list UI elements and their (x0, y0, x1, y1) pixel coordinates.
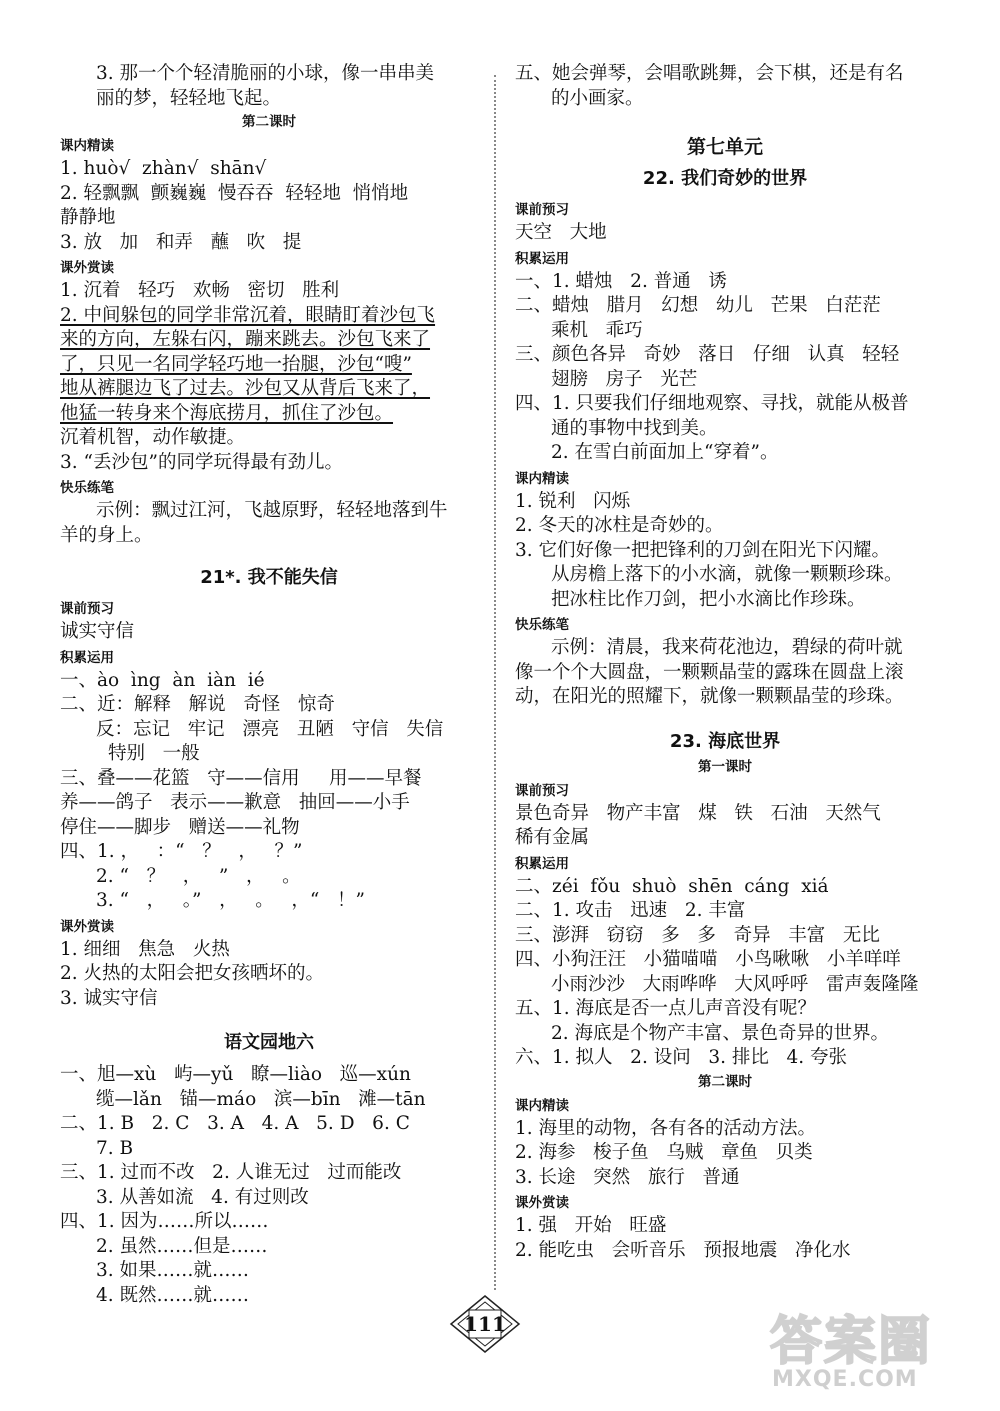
text-line: 3. 从善如流 4. 有过则改 (96, 1186, 309, 1208)
lesson-title: 21*. 我不能失信 (200, 567, 338, 588)
underlined-line: 他猛一转身来个海底捞月，抓住了沙包。 (60, 402, 394, 424)
section-label: 课外赏读 (60, 260, 114, 276)
text-line: 7. B (96, 1137, 134, 1159)
text-line: 二、zéi fǒu shuò shēn cáng xiá (515, 875, 829, 897)
text-line: 4. 既然……就…… (96, 1284, 250, 1306)
text-line: 一、1. 蜡烛 2. 普通 诱 (515, 270, 727, 292)
text-line: 翅膀 房子 光芒 (551, 368, 698, 390)
text-line: 二、蜡烛 腊月 幻想 幼儿 芒果 白茫茫 (515, 295, 881, 316)
text-line: 四、1. ， ：“ ？ ， ？” (60, 841, 303, 862)
lesson-heading: 第一课时 (698, 758, 752, 775)
lesson-title: 23. 海底世界 (669, 730, 781, 752)
section-label: 课内精读 (60, 138, 114, 154)
section-label: 课外赏读 (515, 1195, 569, 1211)
text-line: 静静地 (60, 207, 116, 228)
text-line: 1. huò√ zhàn√ shān√ (60, 158, 267, 179)
text-line: 2. 虽然……但是…… (96, 1235, 268, 1257)
text-line: 2. 冬天的冰柱是奇妙的。 (515, 515, 724, 536)
text-line: 五、1. 海底是否一点儿声音没有呢？ (515, 998, 817, 1019)
section-label: 快乐练笔 (60, 480, 114, 496)
section-label: 快乐练笔 (515, 617, 569, 633)
text-line: 示例：清晨，我来荷花池边，碧绿的荷叶就 (551, 637, 903, 658)
text-line: 诚实守信 (60, 621, 135, 642)
text-line: 乘机 乖巧 (551, 319, 643, 341)
section-label: 积累运用 (60, 649, 114, 666)
text-line: 3. 那一个个轻清脆丽的小球，像一串串美 (96, 63, 435, 84)
text-line: 停住——脚步 赠送——礼物 (60, 816, 300, 838)
underlined-line: 了，只见一名同学轻巧地一抬腿，沙包“嗖” (60, 353, 412, 375)
text-line: 3. 诚实守信 (60, 987, 158, 1009)
lesson-title: 22. 我们奇妙的世界 (642, 168, 808, 189)
text-line: 养——鸽子 表示——歉意 抽回——小手 (60, 792, 410, 813)
text-line: 2. 轻飘飘 颤巍巍 慢吞吞 轻轻地 悄悄地 (60, 182, 409, 204)
section-label: 积累运用 (515, 250, 569, 267)
text-line: 2. 火热的太阳会把女孩晒坏的。 (60, 963, 325, 984)
text-line: 稀有金属 (515, 827, 590, 848)
text-line: 2. “ ？ ， ” ， 。 (96, 865, 301, 887)
text-line: 一、ào ìng àn iàn ié (60, 669, 265, 691)
right-column (515, 62, 935, 1263)
text-line: 3. “丢沙包”的同学玩得最有劲儿。 (60, 451, 343, 473)
text-line: 二、近：解释 解说 奇怪 惊奇 (60, 694, 335, 715)
lesson-heading: 第二课时 (242, 114, 296, 130)
text-line: 反：忘记 牢记 漂亮 丑陋 守信 失信 (96, 718, 444, 740)
underlined-line: 2. 中间躲包的同学非常沉着，眼睛盯着沙包飞 (60, 304, 436, 326)
section-label: 课外赏读 (60, 918, 114, 935)
page-number: 111 (464, 1312, 506, 1336)
text-line: 3. “ ， 。” ， 。 ，“ ！” (96, 890, 365, 911)
text-line: 通的事物中找到美。 (551, 417, 718, 439)
text-line: 三、1. 过而不改 2. 人谁无过 过而能改 (60, 1162, 402, 1183)
watermark-logo: 答案圈 (770, 1312, 933, 1372)
lesson-heading: 第二课时 (698, 1073, 752, 1090)
text-line: 羊的身上。 (60, 524, 153, 546)
text-line: 三、颜色各异 奇妙 落日 仔细 认真 轻轻 (515, 344, 900, 365)
section-title: 语文园地六 (224, 1032, 314, 1053)
text-line: 2. 海参 梭子鱼 乌贼 章鱼 贝类 (515, 1142, 813, 1163)
left-column (60, 62, 478, 1308)
section-label: 课前预习 (515, 782, 569, 799)
text-line: 缆—lǎn 锚—máo 滨—bīn 滩—tān (96, 1088, 426, 1110)
text-line: 动，在阳光的照耀下，就像一颗颗晶莹的珍珠。 (515, 686, 904, 707)
text-line: 景色奇异 物产丰富 煤 铁 石油 天然气 (515, 802, 881, 824)
text-line: 特别 一般 (108, 743, 200, 764)
text-line: 1. 沉着 轻巧 欢畅 密切 胜利 (60, 280, 340, 301)
text-line: 3. 它们好像一把把锋利的刀剑在阳光下闪耀。 (515, 539, 891, 561)
text-line: 2. 海底是个物产丰富、景色奇异的世界。 (551, 1022, 890, 1044)
text-line: 丽的梦，轻轻地飞起。 (96, 87, 282, 109)
text-line: 四、1. 只要我们仔细地观察、寻找，就能从极普 (515, 393, 909, 414)
text-line: 2. 在雪白前面加上“穿着”。 (551, 442, 779, 463)
section-label: 课前预习 (60, 601, 114, 617)
unit-title: 第七单元 (686, 136, 763, 158)
underlined-line: 来的方向，左躲右闪，蹦来跳去。沙包飞来了 (60, 329, 431, 350)
text-line: 二、1. B 2. C 3. A 4. A 5. D 6. C (60, 1113, 410, 1134)
section-label: 课内精读 (515, 1097, 569, 1114)
section-label: 课前预习 (515, 202, 569, 218)
text-line: 三、叠——花篮 守——信用 用——早餐 (60, 767, 422, 789)
text-line: 从房檐上落下的小水滴，就像一颗颗珍珠。 (551, 564, 903, 585)
column-divider (494, 75, 496, 1290)
watermark-url: MXQE.COM (772, 1367, 918, 1392)
text-line: 2. 能吃虫 会听音乐 预报地震 净化水 (515, 1239, 851, 1261)
text-line: 的小画家。 (551, 87, 644, 109)
text-line: 把冰柱比作刀剑，把小水滴比作珍珠。 (551, 588, 866, 610)
text-line: 1. 锐利 闪烁 (515, 490, 631, 512)
text-line: 二、1. 攻击 迅速 2. 丰富 (515, 900, 746, 921)
text-line: 像一个个大圆盘，一颗颗晶莹的露珠在圆盘上滚 (515, 661, 904, 683)
underlined-line: 地从裤腿边飞了过去。沙包又从背后飞来了， (60, 378, 431, 399)
text-line: 一、旭—xù 屿—yǔ 瞭—liào 巡—xún (60, 1064, 411, 1085)
text-line: 三、澎湃 窃窃 多 多 奇异 丰富 无比 (515, 924, 880, 946)
page-number-badge (449, 1294, 521, 1354)
text-line: 1. 强 开始 旺盛 (515, 1215, 667, 1236)
text-line: 四、小狗汪汪 小猫喵喵 小鸟啾啾 小羊咩咩 (515, 949, 901, 970)
text-line: 四、1. 因为……所以…… (60, 1211, 269, 1232)
text-line: 示例：飘过江河，飞越原野，轻轻地落到牛 (96, 500, 448, 521)
text-line: 1. 海里的动物，各有各的活动方法。 (515, 1117, 817, 1139)
text-line: 六、1. 拟人 2. 设问 3. 排比 4. 夸张 (515, 1047, 848, 1068)
section-label: 课内精读 (515, 470, 569, 487)
text-line: 小雨沙沙 大雨哗哗 大风呼呼 雷声轰隆隆 (551, 973, 919, 995)
watermark (762, 1299, 982, 1399)
text-line: 1. 细细 焦急 火热 (60, 938, 230, 960)
text-line: 3. 长途 突然 旅行 普通 (515, 1166, 740, 1188)
section-label: 积累运用 (515, 855, 569, 872)
text-line: 3. 放 加 和弄 蘸 吹 提 (60, 231, 302, 253)
text-line: 3. 如果……就…… (96, 1260, 250, 1281)
text-line: 五、她会弹琴，会唱歌跳舞，会下棋，还是有名 (515, 63, 904, 84)
text-line: 天空 大地 (515, 222, 607, 243)
text-line: 沉着机智，动作敏捷。 (60, 427, 246, 448)
